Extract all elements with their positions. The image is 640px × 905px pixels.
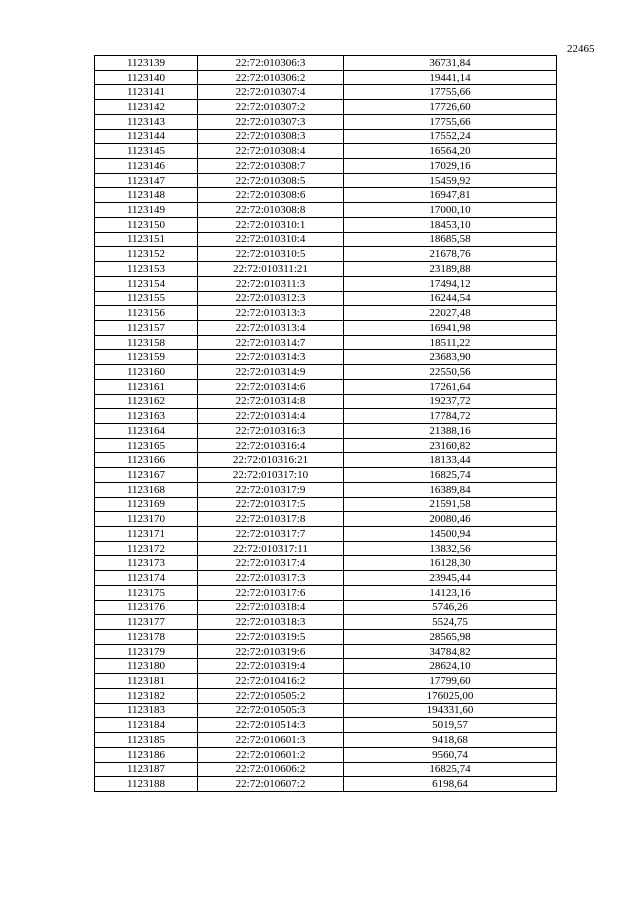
table-row — [95, 320, 557, 335]
page-number: 22465 — [567, 43, 595, 55]
cadastral-number-cell: 22:72:010319:5 — [198, 630, 344, 645]
cadastral-value-cell: 9560,74 — [344, 747, 557, 762]
cadastral-number-cell: 22:72:010317:8 — [198, 512, 344, 527]
row-number-cell: 1123174 — [95, 571, 198, 586]
cadastral-number-cell: 22:72:010601:2 — [198, 747, 344, 762]
row-number-cell: 1123147 — [95, 173, 198, 188]
cadastral-number-cell: 22:72:010308:3 — [198, 129, 344, 144]
cadastral-value-cell: 18511,22 — [344, 335, 557, 350]
cadastral-number-cell: 22:72:010307:3 — [198, 114, 344, 129]
table-row — [95, 688, 557, 703]
cadastral-number-cell: 22:72:010306:3 — [198, 56, 344, 71]
row-number-cell: 1123157 — [95, 320, 198, 335]
cadastral-number-cell: 22:72:010316:21 — [198, 453, 344, 468]
cadastral-value-cell: 23189,88 — [344, 262, 557, 277]
row-number-cell: 1123179 — [95, 644, 198, 659]
cadastral-value-cell: 36731,84 — [344, 56, 557, 71]
row-number-cell: 1123183 — [95, 703, 198, 718]
table-row — [95, 159, 557, 174]
row-number-cell: 1123146 — [95, 159, 198, 174]
cadastral-number-cell: 22:72:010317:11 — [198, 541, 344, 556]
table-row — [95, 556, 557, 571]
row-number-cell: 1123172 — [95, 541, 198, 556]
table-row — [95, 144, 557, 159]
table-row — [95, 541, 557, 556]
row-number-cell: 1123153 — [95, 262, 198, 277]
cadastral-number-cell: 22:72:010308:4 — [198, 144, 344, 159]
cadastral-number-cell: 22:72:010312:3 — [198, 291, 344, 306]
table-row — [95, 777, 557, 792]
cadastral-number-cell: 22:72:010313:4 — [198, 320, 344, 335]
cadastral-value-cell: 9418,68 — [344, 733, 557, 748]
cadastral-number-cell: 22:72:010310:1 — [198, 217, 344, 232]
row-number-cell: 1123159 — [95, 350, 198, 365]
row-number-cell: 1123151 — [95, 232, 198, 247]
table-row — [95, 527, 557, 542]
row-number-cell: 1123150 — [95, 217, 198, 232]
table-row — [95, 762, 557, 777]
cadastral-value-cell: 18453,10 — [344, 217, 557, 232]
cadastral-number-cell: 22:72:010317:7 — [198, 527, 344, 542]
cadastral-value-cell: 17000,10 — [344, 203, 557, 218]
cadastral-value-cell: 16941,98 — [344, 320, 557, 335]
cadastral-value-cell: 16825,74 — [344, 468, 557, 483]
row-number-cell: 1123140 — [95, 70, 198, 85]
cadastral-number-cell: 22:72:010317:4 — [198, 556, 344, 571]
row-number-cell: 1123166 — [95, 453, 198, 468]
cadastral-number-cell: 22:72:010314:6 — [198, 379, 344, 394]
table-row — [95, 438, 557, 453]
table-row — [95, 703, 557, 718]
table-body — [95, 56, 557, 792]
row-number-cell: 1123163 — [95, 409, 198, 424]
table-row — [95, 262, 557, 277]
table-row — [95, 232, 557, 247]
row-number-cell: 1123145 — [95, 144, 198, 159]
row-number-cell: 1123161 — [95, 379, 198, 394]
cadastral-number-cell: 22:72:010319:4 — [198, 659, 344, 674]
cadastral-number-cell: 22:72:010317:6 — [198, 585, 344, 600]
table-row — [95, 306, 557, 321]
row-number-cell: 1123181 — [95, 674, 198, 689]
cadastral-value-cell: 22550,56 — [344, 365, 557, 380]
cadastral-number-cell: 22:72:010314:4 — [198, 409, 344, 424]
table-row — [95, 379, 557, 394]
cadastral-number-cell: 22:72:010307:2 — [198, 100, 344, 115]
table-row — [95, 512, 557, 527]
table-row — [95, 173, 557, 188]
cadastral-value-cell: 23945,44 — [344, 571, 557, 586]
cadastral-number-cell: 22:72:010311:3 — [198, 276, 344, 291]
cadastral-value-cell: 18133,44 — [344, 453, 557, 468]
row-number-cell: 1123186 — [95, 747, 198, 762]
table-row — [95, 600, 557, 615]
row-number-cell: 1123185 — [95, 733, 198, 748]
cadastral-value-cell: 17552,24 — [344, 129, 557, 144]
cadastral-number-cell: 22:72:010317:5 — [198, 497, 344, 512]
table-row — [95, 571, 557, 586]
cadastral-value-cell: 21591,58 — [344, 497, 557, 512]
cadastral-value-cell: 21678,76 — [344, 247, 557, 262]
row-number-cell: 1123170 — [95, 512, 198, 527]
table-row — [95, 350, 557, 365]
cadastral-value-cell: 14123,16 — [344, 585, 557, 600]
cadastral-number-cell: 22:72:010308:7 — [198, 159, 344, 174]
cadastral-value-cell: 5524,75 — [344, 615, 557, 630]
cadastral-number-cell: 22:72:010308:6 — [198, 188, 344, 203]
row-number-cell: 1123139 — [95, 56, 198, 71]
table-row — [95, 394, 557, 409]
table-row — [95, 644, 557, 659]
row-number-cell: 1123187 — [95, 762, 198, 777]
cadastral-number-cell: 22:72:010310:4 — [198, 232, 344, 247]
table-row — [95, 423, 557, 438]
cadastral-value-cell: 176025,00 — [344, 688, 557, 703]
table-row — [95, 129, 557, 144]
cadastral-number-cell: 22:72:010307:4 — [198, 85, 344, 100]
table-row — [95, 630, 557, 645]
row-number-cell: 1123171 — [95, 527, 198, 542]
cadastral-number-cell: 22:72:010514:3 — [198, 718, 344, 733]
table-row — [95, 203, 557, 218]
table-row — [95, 585, 557, 600]
cadastral-value-cell: 17029,16 — [344, 159, 557, 174]
cadastral-value-cell: 17799,60 — [344, 674, 557, 689]
cadastral-value-cell: 23160,82 — [344, 438, 557, 453]
row-number-cell: 1123141 — [95, 85, 198, 100]
cadastral-number-cell: 22:72:010314:9 — [198, 365, 344, 380]
row-number-cell: 1123152 — [95, 247, 198, 262]
row-number-cell: 1123149 — [95, 203, 198, 218]
cadastral-value-cell: 19441,14 — [344, 70, 557, 85]
cadastral-number-cell: 22:72:010505:2 — [198, 688, 344, 703]
table-row — [95, 747, 557, 762]
cadastral-number-cell: 22:72:010316:3 — [198, 423, 344, 438]
cadastral-number-cell: 22:72:010317:9 — [198, 482, 344, 497]
cadastral-number-cell: 22:72:010308:8 — [198, 203, 344, 218]
row-number-cell: 1123182 — [95, 688, 198, 703]
table-row — [95, 56, 557, 71]
cadastral-value-cell: 16389,84 — [344, 482, 557, 497]
table-row — [95, 674, 557, 689]
cadastral-value-cell: 5019,57 — [344, 718, 557, 733]
cadastral-value-cell: 16128,30 — [344, 556, 557, 571]
cadastral-number-cell: 22:72:010607:2 — [198, 777, 344, 792]
cadastral-number-cell: 22:72:010306:2 — [198, 70, 344, 85]
row-number-cell: 1123178 — [95, 630, 198, 645]
table-row — [95, 733, 557, 748]
cadastral-number-cell: 22:72:010314:8 — [198, 394, 344, 409]
table-row — [95, 291, 557, 306]
table-row — [95, 659, 557, 674]
row-number-cell: 1123143 — [95, 114, 198, 129]
cadastral-value-cell: 194331,60 — [344, 703, 557, 718]
table-row — [95, 247, 557, 262]
row-number-cell: 1123156 — [95, 306, 198, 321]
table-row — [95, 482, 557, 497]
cadastral-number-cell: 22:72:010317:10 — [198, 468, 344, 483]
cadastral-value-cell: 23683,90 — [344, 350, 557, 365]
cadastral-number-cell: 22:72:010314:7 — [198, 335, 344, 350]
cadastral-value-cell: 17755,66 — [344, 114, 557, 129]
table-row — [95, 365, 557, 380]
table-row — [95, 85, 557, 100]
table-row — [95, 453, 557, 468]
row-number-cell: 1123148 — [95, 188, 198, 203]
cadastral-value-cell: 6198,64 — [344, 777, 557, 792]
row-number-cell: 1123164 — [95, 423, 198, 438]
row-number-cell: 1123165 — [95, 438, 198, 453]
row-number-cell: 1123177 — [95, 615, 198, 630]
table-row — [95, 188, 557, 203]
cadastral-value-cell: 15459,92 — [344, 173, 557, 188]
row-number-cell: 1123184 — [95, 718, 198, 733]
row-number-cell: 1123173 — [95, 556, 198, 571]
cadastral-number-cell: 22:72:010416:2 — [198, 674, 344, 689]
table-row — [95, 497, 557, 512]
cadastral-value-cell: 28624,10 — [344, 659, 557, 674]
table-row — [95, 409, 557, 424]
table-row — [95, 100, 557, 115]
row-number-cell: 1123158 — [95, 335, 198, 350]
cadastral-value-cell: 18685,58 — [344, 232, 557, 247]
cadastral-number-cell: 22:72:010316:4 — [198, 438, 344, 453]
table-row — [95, 70, 557, 85]
cadastral-number-cell: 22:72:010319:6 — [198, 644, 344, 659]
row-number-cell: 1123154 — [95, 276, 198, 291]
table-row — [95, 718, 557, 733]
cadastral-value-cell: 13832,56 — [344, 541, 557, 556]
row-number-cell: 1123176 — [95, 600, 198, 615]
cadastral-value-cell: 28565,98 — [344, 630, 557, 645]
table-row — [95, 468, 557, 483]
row-number-cell: 1123160 — [95, 365, 198, 380]
row-number-cell: 1123188 — [95, 777, 198, 792]
cadastral-value-cell: 16564,20 — [344, 144, 557, 159]
cadastral-number-cell: 22:72:010317:3 — [198, 571, 344, 586]
cadastral-value-cell: 34784,82 — [344, 644, 557, 659]
cadastral-value-cell: 17726,60 — [344, 100, 557, 115]
row-number-cell: 1123175 — [95, 585, 198, 600]
cadastral-value-cell: 5746,26 — [344, 600, 557, 615]
cadastral-number-cell: 22:72:010310:5 — [198, 247, 344, 262]
table-row — [95, 615, 557, 630]
cadastral-value-cell: 20080,46 — [344, 512, 557, 527]
cadastral-value-cell: 17784,72 — [344, 409, 557, 424]
cadastral-value-table — [94, 55, 557, 792]
cadastral-number-cell: 22:72:010318:4 — [198, 600, 344, 615]
cadastral-number-cell: 22:72:010318:3 — [198, 615, 344, 630]
table-row — [95, 114, 557, 129]
cadastral-value-cell: 21388,16 — [344, 423, 557, 438]
cadastral-number-cell: 22:72:010606:2 — [198, 762, 344, 777]
cadastral-number-cell: 22:72:010308:5 — [198, 173, 344, 188]
table-row — [95, 217, 557, 232]
cadastral-value-cell: 22027,48 — [344, 306, 557, 321]
table-row — [95, 276, 557, 291]
row-number-cell: 1123142 — [95, 100, 198, 115]
cadastral-value-cell: 14500,94 — [344, 527, 557, 542]
cadastral-value-cell: 16244,54 — [344, 291, 557, 306]
row-number-cell: 1123180 — [95, 659, 198, 674]
cadastral-value-cell: 17261,64 — [344, 379, 557, 394]
row-number-cell: 1123167 — [95, 468, 198, 483]
cadastral-number-cell: 22:72:010505:3 — [198, 703, 344, 718]
cadastral-value-cell: 17494,12 — [344, 276, 557, 291]
cadastral-number-cell: 22:72:010601:3 — [198, 733, 344, 748]
cadastral-number-cell: 22:72:010314:3 — [198, 350, 344, 365]
table-row — [95, 335, 557, 350]
cadastral-value-cell: 17755,66 — [344, 85, 557, 100]
cadastral-value-cell: 16947,81 — [344, 188, 557, 203]
row-number-cell: 1123169 — [95, 497, 198, 512]
row-number-cell: 1123144 — [95, 129, 198, 144]
row-number-cell: 1123168 — [95, 482, 198, 497]
row-number-cell: 1123155 — [95, 291, 198, 306]
cadastral-number-cell: 22:72:010311:21 — [198, 262, 344, 277]
cadastral-number-cell: 22:72:010313:3 — [198, 306, 344, 321]
cadastral-value-cell: 16825,74 — [344, 762, 557, 777]
cadastral-value-cell: 19237,72 — [344, 394, 557, 409]
row-number-cell: 1123162 — [95, 394, 198, 409]
